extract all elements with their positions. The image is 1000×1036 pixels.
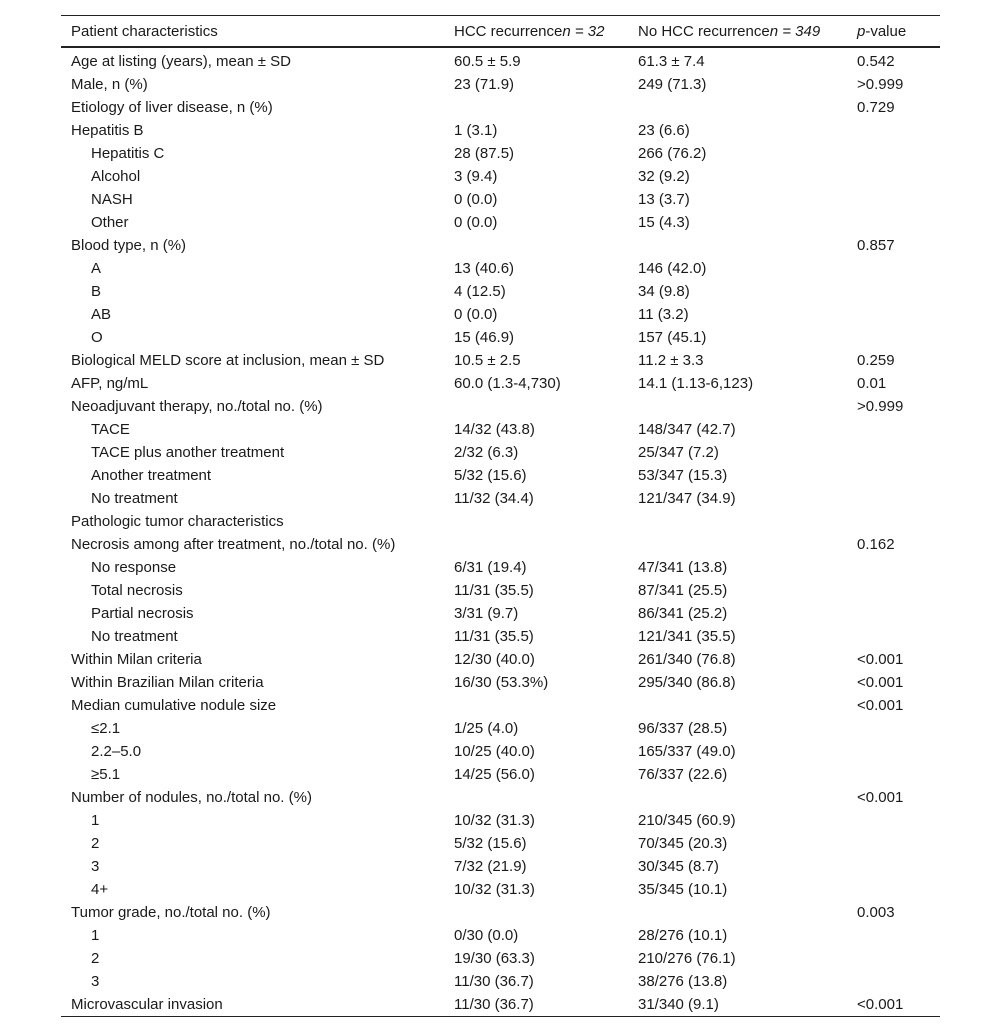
row-no-hcc-value-cell: 261/340 (76.8) xyxy=(638,651,736,668)
table-row xyxy=(61,717,940,740)
row-no-hcc-value-cell: 15 (4.3) xyxy=(638,214,690,231)
header-p-suffix: -value xyxy=(865,22,907,40)
row-p-value-cell: 0.003 xyxy=(857,904,895,921)
row-no-hcc-value-cell: 210/276 (76.1) xyxy=(638,950,736,967)
row-no-hcc-value-cell xyxy=(628,510,847,533)
table-row xyxy=(61,119,940,142)
table-row xyxy=(61,625,940,648)
row-p-value-cell xyxy=(847,970,940,993)
row-p-value-cell: 0.857 xyxy=(857,237,895,254)
row-no-hcc-value-cell: 70/345 (20.3) xyxy=(638,835,728,852)
row-no-hcc-value-cell: 121/341 (35.5) xyxy=(638,628,736,645)
row-label-cell: Pathologic tumor characteristics xyxy=(71,513,284,530)
row-label-cell: 2 xyxy=(91,950,100,967)
row-no-hcc-value-cell: 148/347 (42.7) xyxy=(638,421,736,438)
row-label-cell: Blood type, n (%) xyxy=(71,237,187,254)
row-hcc-value-cell: 2/32 (6.3) xyxy=(454,444,519,461)
row-no-hcc-value-cell: 157 (45.1) xyxy=(638,329,707,346)
row-p-value-cell xyxy=(847,602,940,625)
row-label-cell: Other xyxy=(91,214,129,231)
row-hcc-value-cell: 14/25 (56.0) xyxy=(454,766,535,783)
row-label-cell: Necrosis among after treatment, no./total no. (%) xyxy=(71,536,396,553)
row-p-value-cell xyxy=(847,763,940,786)
row-hcc-value-cell: 13 (40.6) xyxy=(454,260,515,277)
table-row xyxy=(61,947,940,970)
row-no-hcc-value-cell: 61.3 ± 7.4 xyxy=(638,53,705,70)
row-no-hcc-value-cell: 96/337 (28.5) xyxy=(638,720,728,737)
row-label-cell: AB xyxy=(91,306,112,323)
row-no-hcc-value-cell: 53/347 (15.3) xyxy=(638,467,728,484)
table-row xyxy=(61,533,940,556)
table-header xyxy=(61,16,940,48)
table-row xyxy=(61,73,940,96)
header-hcc-label: HCC recurrence xyxy=(454,22,563,40)
row-label-cell: Biological MELD score at inclusion, mean ± SD xyxy=(71,352,385,369)
table-row xyxy=(61,349,940,372)
row-hcc-value-cell xyxy=(444,533,628,556)
row-label-cell: Hepatitis B xyxy=(71,122,144,139)
row-label-cell: Alcohol xyxy=(91,168,141,185)
row-p-value-cell xyxy=(847,510,940,533)
row-p-value-cell xyxy=(847,809,940,832)
row-label-cell: No response xyxy=(91,559,177,576)
row-no-hcc-value-cell xyxy=(628,786,847,809)
row-p-value-cell: <0.001 xyxy=(857,697,904,714)
row-no-hcc-value-cell: 165/337 (49.0) xyxy=(638,743,736,760)
header-no-hcc-recurrence xyxy=(628,16,847,48)
table-row xyxy=(61,303,940,326)
row-hcc-value-cell xyxy=(444,510,628,533)
row-label-cell: 2 xyxy=(91,835,100,852)
header-hcc-recurrence xyxy=(444,16,628,48)
row-p-value-cell xyxy=(847,947,940,970)
row-hcc-value-cell: 60.0 (1.3-4,730) xyxy=(454,375,561,392)
row-no-hcc-value-cell xyxy=(628,901,847,924)
row-p-value-cell xyxy=(847,188,940,211)
row-hcc-value-cell xyxy=(444,694,628,717)
row-hcc-value-cell xyxy=(444,96,628,119)
table-row xyxy=(61,924,940,947)
row-label-cell: ≥5.1 xyxy=(91,766,121,783)
table-row xyxy=(61,234,940,257)
row-hcc-value-cell: 10/32 (31.3) xyxy=(454,812,535,829)
row-label-cell: Another treatment xyxy=(91,467,212,484)
table-row xyxy=(61,809,940,832)
table-row xyxy=(61,993,940,1017)
row-hcc-value-cell xyxy=(444,395,628,418)
row-label-cell: Hepatitis C xyxy=(91,145,165,162)
header-row xyxy=(61,16,940,48)
row-hcc-value-cell: 11/30 (36.7) xyxy=(454,996,534,1013)
table-row xyxy=(61,786,940,809)
row-p-value-cell: 0.259 xyxy=(857,352,895,369)
table-row xyxy=(61,970,940,993)
row-p-value-cell: <0.001 xyxy=(857,674,904,691)
row-no-hcc-value-cell: 266 (76.2) xyxy=(638,145,707,162)
table-row xyxy=(61,418,940,441)
table-row xyxy=(61,257,940,280)
row-no-hcc-value-cell: 121/347 (34.9) xyxy=(638,490,736,507)
row-hcc-value-cell: 1/25 (4.0) xyxy=(454,720,519,737)
table-row xyxy=(61,648,940,671)
row-p-value-cell xyxy=(847,119,940,142)
row-hcc-value-cell xyxy=(444,234,628,257)
row-p-value-cell xyxy=(847,280,940,303)
row-p-value-cell xyxy=(847,579,940,602)
row-label-cell: 4+ xyxy=(91,881,109,898)
row-no-hcc-value-cell xyxy=(628,96,847,119)
row-hcc-value-cell: 0 (0.0) xyxy=(454,306,498,323)
row-label-cell: TACE xyxy=(91,421,130,438)
row-p-value-cell xyxy=(847,257,940,280)
row-no-hcc-value-cell: 11.2 ± 3.3 xyxy=(638,352,704,369)
row-hcc-value-cell: 11/31 (35.5) xyxy=(454,628,534,645)
row-no-hcc-value-cell: 86/341 (25.2) xyxy=(638,605,728,622)
row-p-value-cell: 0.01 xyxy=(857,375,887,392)
row-label-cell: A xyxy=(91,260,102,277)
row-hcc-value-cell: 11/31 (35.5) xyxy=(454,582,534,599)
row-label-cell: Within Brazilian Milan criteria xyxy=(71,674,264,691)
table-row xyxy=(61,579,940,602)
row-p-value-cell: >0.999 xyxy=(857,76,904,93)
row-p-value-cell xyxy=(847,625,940,648)
row-label-cell: Median cumulative nodule size xyxy=(71,697,277,714)
row-p-value-cell xyxy=(847,303,940,326)
header-p-value xyxy=(847,16,940,48)
row-hcc-value-cell: 10.5 ± 2.5 xyxy=(454,352,521,369)
table-row xyxy=(61,602,940,625)
row-hcc-value-cell xyxy=(444,786,628,809)
row-no-hcc-value-cell xyxy=(628,694,847,717)
row-p-value-cell xyxy=(847,832,940,855)
table-row xyxy=(61,740,940,763)
row-hcc-value-cell: 23 (71.9) xyxy=(454,76,515,93)
table-row xyxy=(61,464,940,487)
row-no-hcc-value-cell xyxy=(628,234,847,257)
row-no-hcc-value-cell: 34 (9.8) xyxy=(638,283,690,300)
row-no-hcc-value-cell: 30/345 (8.7) xyxy=(638,858,719,875)
row-label-cell: B xyxy=(91,283,102,300)
row-p-value-cell xyxy=(847,165,940,188)
row-hcc-value-cell xyxy=(444,901,628,924)
row-label-cell: AFP, ng/mL xyxy=(71,375,149,392)
row-p-value-cell: 0.729 xyxy=(857,99,895,116)
row-p-value-cell: >0.999 xyxy=(857,398,904,415)
row-hcc-value-cell: 60.5 ± 5.9 xyxy=(454,53,521,70)
row-no-hcc-value-cell xyxy=(628,533,847,556)
table-row xyxy=(61,487,940,510)
row-p-value-cell xyxy=(847,418,940,441)
row-label-cell: Tumor grade, no./total no. (%) xyxy=(71,904,271,921)
row-p-value-cell: <0.001 xyxy=(857,651,904,668)
table-row xyxy=(61,832,940,855)
table-row xyxy=(61,878,940,901)
header-characteristic xyxy=(61,16,444,48)
row-no-hcc-value-cell: 32 (9.2) xyxy=(638,168,690,185)
row-no-hcc-value-cell: 14.1 (1.13-6,123) xyxy=(638,375,754,392)
row-no-hcc-value-cell: 35/345 (10.1) xyxy=(638,881,728,898)
row-p-value-cell xyxy=(847,740,940,763)
row-label-cell: 1 xyxy=(91,927,100,944)
row-hcc-value-cell: 16/30 (53.3%) xyxy=(454,674,549,691)
row-p-value-cell: <0.001 xyxy=(857,996,904,1013)
table-row xyxy=(61,188,940,211)
table-row xyxy=(61,694,940,717)
patient-characteristics-table xyxy=(61,15,940,1017)
table-row xyxy=(61,372,940,395)
row-no-hcc-value-cell: 295/340 (86.8) xyxy=(638,674,736,691)
table-row xyxy=(61,211,940,234)
row-no-hcc-value-cell: 210/345 (60.9) xyxy=(638,812,736,829)
table-row xyxy=(61,326,940,349)
row-hcc-value-cell: 4 (12.5) xyxy=(454,283,506,300)
table-row xyxy=(61,763,940,786)
row-p-value-cell: <0.001 xyxy=(857,789,904,806)
row-no-hcc-value-cell: 76/337 (22.6) xyxy=(638,766,728,783)
row-p-value-cell xyxy=(847,717,940,740)
table-row xyxy=(61,441,940,464)
row-no-hcc-value-cell: 146 (42.0) xyxy=(638,260,707,277)
row-p-value-cell: 0.542 xyxy=(857,53,895,70)
row-label-cell: O xyxy=(91,329,103,346)
table-row xyxy=(61,142,940,165)
patient-characteristics-table-container xyxy=(61,15,940,1017)
row-hcc-value-cell: 7/32 (21.9) xyxy=(454,858,527,875)
header-no-hcc-label: No HCC recurrence xyxy=(638,22,770,40)
row-no-hcc-value-cell: 249 (71.3) xyxy=(638,76,707,93)
row-p-value-cell xyxy=(847,441,940,464)
row-hcc-value-cell: 0/30 (0.0) xyxy=(454,927,519,944)
table-row xyxy=(61,901,940,924)
row-hcc-value-cell: 10/25 (40.0) xyxy=(454,743,535,760)
row-hcc-value-cell: 5/32 (15.6) xyxy=(454,467,527,484)
header-hcc-n: n = 32 xyxy=(562,22,605,40)
row-label-cell: Within Milan criteria xyxy=(71,651,202,668)
row-p-value-cell xyxy=(847,142,940,165)
row-no-hcc-value-cell: 38/276 (13.8) xyxy=(638,973,728,990)
row-hcc-value-cell: 0 (0.0) xyxy=(454,214,498,231)
row-p-value-cell xyxy=(847,924,940,947)
table-row xyxy=(61,47,940,73)
row-hcc-value-cell: 19/30 (63.3) xyxy=(454,950,535,967)
row-label-cell: 3 xyxy=(91,973,100,990)
row-label-cell: Microvascular invasion xyxy=(71,996,223,1013)
row-p-value-cell xyxy=(847,855,940,878)
row-no-hcc-value-cell: 28/276 (10.1) xyxy=(638,927,728,944)
row-hcc-value-cell: 11/32 (34.4) xyxy=(454,490,534,507)
row-hcc-value-cell: 28 (87.5) xyxy=(454,145,515,162)
row-label-cell: Age at listing (years), mean ± SD xyxy=(71,53,291,70)
row-label-cell: Number of nodules, no./total no. (%) xyxy=(71,789,312,806)
table-row xyxy=(61,855,940,878)
row-label-cell: 3 xyxy=(91,858,100,875)
row-hcc-value-cell: 15 (46.9) xyxy=(454,329,515,346)
row-hcc-value-cell: 3/31 (9.7) xyxy=(454,605,519,622)
table-row xyxy=(61,96,940,119)
row-label-cell: ≤2.1 xyxy=(91,720,121,737)
row-label-cell: NASH xyxy=(91,191,133,208)
table-row xyxy=(61,556,940,579)
header-no-hcc-n: n = 349 xyxy=(769,22,821,40)
row-hcc-value-cell: 1 (3.1) xyxy=(454,122,498,139)
header-p-prefix: p xyxy=(857,22,866,40)
row-no-hcc-value-cell: 31/340 (9.1) xyxy=(638,996,719,1013)
row-p-value-cell xyxy=(847,487,940,510)
row-label-cell: Neoadjuvant therapy, no./total no. (%) xyxy=(71,398,323,415)
row-no-hcc-value-cell: 23 (6.6) xyxy=(638,122,690,139)
row-hcc-value-cell: 6/31 (19.4) xyxy=(454,559,527,576)
row-no-hcc-value-cell: 25/347 (7.2) xyxy=(638,444,719,461)
row-no-hcc-value-cell: 11 (3.2) xyxy=(638,306,689,323)
table-row xyxy=(61,671,940,694)
row-label-cell: Male, n (%) xyxy=(71,76,148,93)
row-p-value-cell xyxy=(847,326,940,349)
row-hcc-value-cell: 0 (0.0) xyxy=(454,191,498,208)
row-hcc-value-cell: 3 (9.4) xyxy=(454,168,498,185)
row-label-cell: No treatment xyxy=(91,490,178,507)
row-no-hcc-value-cell: 13 (3.7) xyxy=(638,191,690,208)
row-hcc-value-cell: 14/32 (43.8) xyxy=(454,421,535,438)
table-body xyxy=(61,47,940,1017)
row-label-cell: Etiology of liver disease, n (%) xyxy=(71,99,273,116)
table-row xyxy=(61,510,940,533)
row-label-cell: TACE plus another treatment xyxy=(91,444,285,461)
row-label-cell: Partial necrosis xyxy=(91,605,194,622)
row-p-value-cell xyxy=(847,211,940,234)
row-label-cell: No treatment xyxy=(91,628,178,645)
row-label-cell: 1 xyxy=(91,812,100,829)
row-p-value-cell xyxy=(847,464,940,487)
row-no-hcc-value-cell: 87/341 (25.5) xyxy=(638,582,728,599)
table-row xyxy=(61,395,940,418)
row-hcc-value-cell: 11/30 (36.7) xyxy=(454,973,534,990)
row-label-cell: 2.2–5.0 xyxy=(91,743,142,760)
row-hcc-value-cell: 12/30 (40.0) xyxy=(454,651,535,668)
row-p-value-cell xyxy=(847,556,940,579)
row-label-cell: Total necrosis xyxy=(91,582,183,599)
row-no-hcc-value-cell xyxy=(628,395,847,418)
row-p-value-cell: 0.162 xyxy=(857,536,895,553)
header-characteristic-label: Patient characteristics xyxy=(71,22,218,40)
row-p-value-cell xyxy=(847,878,940,901)
row-no-hcc-value-cell: 47/341 (13.8) xyxy=(638,559,728,576)
table-row xyxy=(61,280,940,303)
table-row xyxy=(61,165,940,188)
row-hcc-value-cell: 10/32 (31.3) xyxy=(454,881,535,898)
row-hcc-value-cell: 5/32 (15.6) xyxy=(454,835,527,852)
